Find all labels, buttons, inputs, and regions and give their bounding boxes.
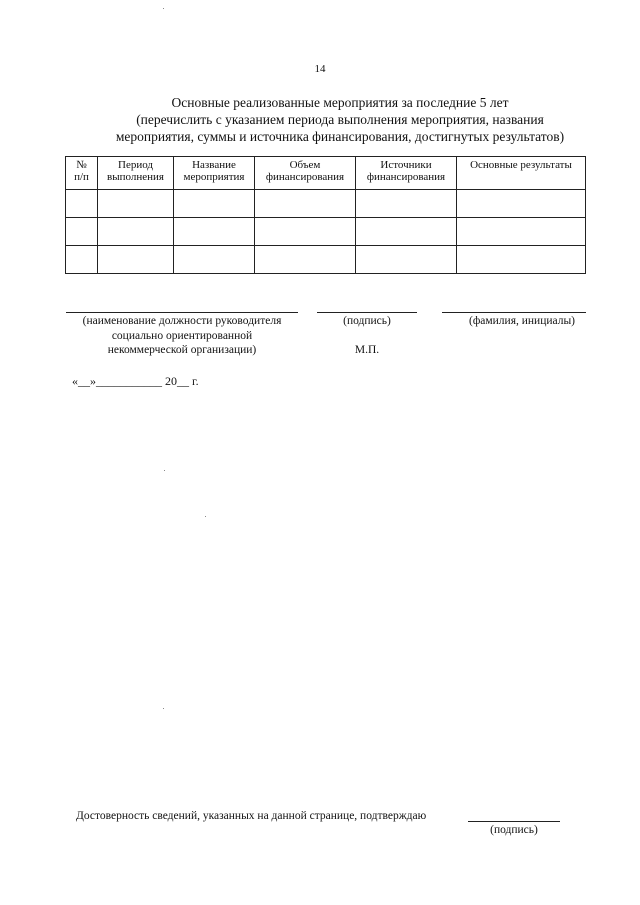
table-cell (356, 190, 457, 218)
column-header-line: № (76, 159, 87, 171)
table-header-row (66, 157, 586, 190)
column-header-funding-sources (356, 157, 457, 190)
position-caption-line: некоммерческой организации) (107, 344, 257, 356)
column-header-number (66, 157, 98, 190)
table-cell (255, 246, 356, 274)
name-fill-line (442, 312, 586, 313)
column-header-line: Основные результаты (470, 159, 572, 171)
table-cell (98, 218, 174, 246)
column-header-period (98, 157, 174, 190)
scan-speck (163, 708, 164, 709)
column-header-line: п/п (74, 171, 89, 183)
column-header-line: финансирования (366, 171, 446, 183)
column-header-event-name (174, 157, 255, 190)
table-cell (255, 218, 356, 246)
table-cell (98, 190, 174, 218)
table-row (66, 246, 586, 274)
footer-confirmation-text: Достоверность сведений, указанных на данной странице, подтверждаю (76, 810, 427, 822)
table-cell (356, 246, 457, 274)
column-header-main-results (457, 157, 586, 190)
table-cell (457, 246, 586, 274)
table-cell (457, 190, 586, 218)
table-cell (174, 246, 255, 274)
table-cell (66, 246, 98, 274)
section-title: Основные реализованные мероприятия за последние 5 лет (171, 95, 509, 110)
column-header-line: Источники (380, 159, 432, 171)
table-cell (66, 190, 98, 218)
date-line: «__»___________ 20__ г. (72, 374, 199, 388)
table-cell (98, 246, 174, 274)
table-cell (255, 190, 356, 218)
table-cell (174, 218, 255, 246)
name-caption: (фамилия, инициалы) (468, 315, 576, 327)
position-caption (56, 314, 308, 358)
scan-speck (163, 8, 164, 9)
scan-speck (205, 516, 206, 517)
table-cell (66, 218, 98, 246)
position-caption-line: (наименование должности руководителя (82, 315, 282, 327)
column-header-line: выполнения (107, 171, 164, 183)
column-header-line: Период (118, 159, 153, 171)
position-fill-line (66, 312, 298, 313)
column-header-line: финансирования (265, 171, 345, 183)
scan-speck (164, 470, 165, 471)
table-row (66, 190, 586, 218)
column-header-line: Название (192, 159, 236, 171)
section-subtitle-line-1: (перечислить с указанием периода выполнения мероприятия, названия (136, 112, 544, 127)
column-header-line: Объем (289, 159, 321, 171)
table-cell (174, 190, 255, 218)
table-cell (457, 218, 586, 246)
footer-signature-line (468, 821, 560, 822)
events-table (65, 156, 586, 274)
signature-caption: (подпись) (343, 315, 391, 327)
footer-signature-caption: (подпись) (490, 824, 538, 836)
page-number: 14 (314, 63, 326, 75)
stamp-caption: М.П. (354, 344, 380, 356)
table-cell (356, 218, 457, 246)
signature-fill-line (317, 312, 417, 313)
position-caption-line: социально ориентированной (111, 329, 253, 342)
column-header-line: мероприятия (183, 171, 245, 183)
table-row (66, 218, 586, 246)
column-header-funding-amount (255, 157, 356, 190)
section-subtitle-line-2: мероприятия, суммы и источника финансирования, достигнутых результатов) (115, 129, 565, 144)
